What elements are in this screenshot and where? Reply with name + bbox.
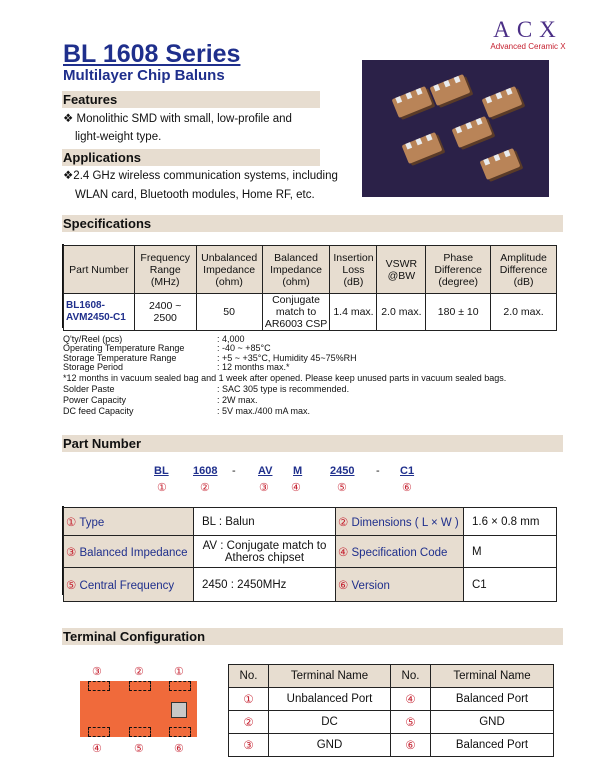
solder-paste-value: : SAC 305 type is recommended.: [217, 384, 350, 394]
terminal-heading: Terminal Configuration: [62, 628, 563, 645]
solder-paste-row: [63, 384, 350, 394]
code-key-label: Balanced Impedance: [79, 546, 188, 559]
pn-marker: ③: [259, 482, 269, 494]
op-temp-value: : -40 ~ +85°C: [217, 343, 271, 353]
pn-segment-frequency: 2450: [330, 465, 355, 477]
code-key: [64, 568, 194, 602]
code-key-label: Dimensions ( L × W ): [351, 516, 459, 529]
code-marker: ⑤: [66, 579, 77, 592]
spec-header: VSWR @BW: [377, 246, 426, 294]
terminal-name: Unbalanced Port: [269, 688, 391, 711]
terminal-header: No.: [391, 665, 431, 688]
terminal-name: GND: [269, 734, 391, 757]
specifications-heading: Specifications: [62, 215, 563, 232]
terminal-name: Balanced Port: [431, 688, 554, 711]
spec-header: Unbalanced Impedance (ohm): [196, 246, 262, 294]
code-key: [64, 508, 194, 536]
terminal-header: No.: [229, 665, 269, 688]
terminal-pad: [88, 727, 110, 737]
spec-header: Phase Difference (degree): [426, 246, 491, 294]
table-row: [64, 536, 557, 568]
spec-cell: 180 ± 10: [426, 294, 491, 331]
terminal-no: ④: [391, 688, 431, 711]
code-key: [336, 508, 464, 536]
qty-label: Q'ty/Reel (pcs): [63, 334, 123, 344]
spec-header: Balanced Impedance (ohm): [262, 246, 330, 294]
spec-cell: Conjugate match to AR6003 CSP: [262, 294, 330, 331]
solder-paste-label: Solder Paste: [63, 384, 115, 394]
code-value-line: AV : Conjugate match to: [202, 539, 327, 552]
storage-note: *12 months in vacuum sealed bag and 1 week after opened. Please keep unused parts in vacuum sealed bags.: [63, 373, 507, 383]
terminal-pad: [169, 681, 191, 691]
pn-marker: ④: [291, 482, 301, 494]
part-number-heading: Part Number: [62, 435, 563, 452]
chip-image: [480, 148, 521, 180]
code-key-label: Central Frequency: [79, 579, 175, 592]
code-key-label: Type: [79, 516, 105, 529]
chip-image: [482, 86, 523, 118]
specifications-table: [63, 245, 557, 331]
page-subtitle: Multilayer Chip Baluns: [63, 67, 225, 84]
chip-image: [392, 86, 433, 118]
code-marker: ①: [66, 516, 77, 529]
pn-dash: -: [232, 465, 236, 477]
code-key: [64, 536, 194, 568]
terminal-package-diagram: [80, 681, 197, 737]
pn-marker: ②: [200, 482, 210, 494]
code-key-label: Specification Code: [351, 546, 448, 559]
features-line-2: light-weight type.: [75, 131, 162, 143]
chip-image: [402, 132, 443, 164]
code-value: 1.6 × 0.8 mm: [464, 508, 557, 536]
pn-marker: ①: [157, 482, 167, 494]
logo-tagline: Advanced Ceramic X: [490, 42, 566, 51]
terminal-name: Balanced Port: [431, 734, 554, 757]
terminal-pad: [129, 727, 151, 737]
power-capacity-label: Power Capacity: [63, 395, 127, 405]
part-number-code: [0, 465, 608, 478]
terminal-no: ①: [229, 688, 269, 711]
code-marker: ④: [338, 546, 349, 559]
code-value: C1: [464, 568, 557, 602]
terminal-no: ②: [229, 711, 269, 734]
pn-dash: -: [376, 465, 380, 477]
spec-header: Amplitude Difference (dB): [491, 246, 557, 294]
terminal-label-top: ②: [134, 666, 144, 678]
applications-heading: Applications: [62, 149, 320, 166]
product-photo: [362, 60, 549, 197]
terminal-header: Terminal Name: [431, 665, 554, 688]
code-key: [336, 536, 464, 568]
terminal-name: DC: [269, 711, 391, 734]
terminal-no: ⑤: [391, 711, 431, 734]
pn-segment-size: 1608: [193, 465, 218, 477]
op-temp-label: Operating Temperature Range: [63, 343, 185, 353]
storage-period-row: [63, 362, 290, 372]
power-capacity-value: : 2W max.: [217, 395, 258, 405]
spec-cell: 2.0 max.: [491, 294, 557, 331]
op-temp-row: [63, 343, 271, 353]
code-marker: ⑥: [338, 579, 349, 592]
pn-marker: ⑥: [402, 482, 412, 494]
applications-line-1: ❖2.4 GHz wireless communication systems, including: [63, 170, 338, 182]
terminal-label-bottom: ⑤: [134, 743, 144, 755]
terminal-no: ⑥: [391, 734, 431, 757]
terminal-no: ③: [229, 734, 269, 757]
spec-cell: 1.4 max.: [330, 294, 377, 331]
code-key: [336, 568, 464, 602]
power-capacity-row: [63, 395, 258, 405]
pn-segment-impedance: AV: [258, 465, 273, 477]
code-marker: ③: [66, 546, 77, 559]
table-row: [64, 294, 557, 331]
spec-header: Insertion Loss (dB): [330, 246, 377, 294]
spec-cell: 2400 ~ 2500: [134, 294, 196, 331]
storage-temp-label: Storage Temperature Range: [63, 353, 177, 363]
table-row: [229, 711, 554, 734]
code-marker: ②: [338, 516, 349, 529]
spec-cell: 50: [196, 294, 262, 331]
qty-value: : 4,000: [217, 334, 245, 344]
acx-logo: [487, 18, 569, 52]
spec-part-number: BL1608-AVM2450-C1: [64, 294, 135, 331]
code-key-label: Version: [351, 579, 390, 592]
dc-feed-label: DC feed Capacity: [63, 406, 134, 416]
code-value-line: Atheros chipset: [224, 551, 305, 564]
table-row: [229, 734, 554, 757]
terminal-label-bottom: ⑥: [174, 743, 184, 755]
logo-mark: ACX: [493, 17, 563, 42]
terminal-pad: [129, 681, 151, 691]
orientation-mark: [171, 702, 187, 718]
terminal-pad: [88, 681, 110, 691]
pn-segment-type: BL: [154, 465, 169, 477]
pn-segment-version: C1: [400, 465, 415, 477]
terminal-label-top: ③: [92, 666, 102, 678]
terminal-label-bottom: ④: [92, 743, 102, 755]
dc-feed-value: : 5V max./400 mA max.: [217, 406, 311, 416]
chip-image: [452, 116, 493, 148]
chip-image: [430, 74, 471, 106]
features-heading: Features: [62, 91, 320, 108]
code-value: M: [464, 536, 557, 568]
code-value: [194, 536, 336, 568]
terminal-label-top: ①: [174, 666, 184, 678]
storage-temp-value: : +5 ~ +35°C, Humidity 45~75%RH: [217, 353, 357, 363]
table-row: [64, 568, 557, 602]
storage-period-value: : 12 months max.*: [217, 362, 290, 372]
code-value: 2450 : 2450MHz: [194, 568, 336, 602]
table-row: [64, 508, 557, 536]
pn-marker: ⑤: [337, 482, 347, 494]
terminal-name: GND: [431, 711, 554, 734]
pn-segment-spec: M: [293, 465, 303, 477]
terminal-header: Terminal Name: [269, 665, 391, 688]
table-row: [229, 688, 554, 711]
storage-period-label: Storage Period: [63, 362, 124, 372]
spec-header: Frequency Range (MHz): [134, 246, 196, 294]
terminal-table: [228, 664, 554, 757]
spec-cell: 2.0 max.: [377, 294, 426, 331]
features-line-1: ❖ Monolithic SMD with small, low-profile and: [63, 113, 292, 125]
terminal-pad: [169, 727, 191, 737]
code-value: BL : Balun: [194, 508, 336, 536]
page-title: BL 1608 Series: [63, 40, 241, 68]
dc-feed-row: [63, 406, 311, 416]
part-number-code-table: [63, 507, 557, 602]
spec-header: Part Number: [64, 246, 135, 294]
applications-line-2: WLAN card, Bluetooth modules, Home RF, etc.: [75, 189, 315, 201]
